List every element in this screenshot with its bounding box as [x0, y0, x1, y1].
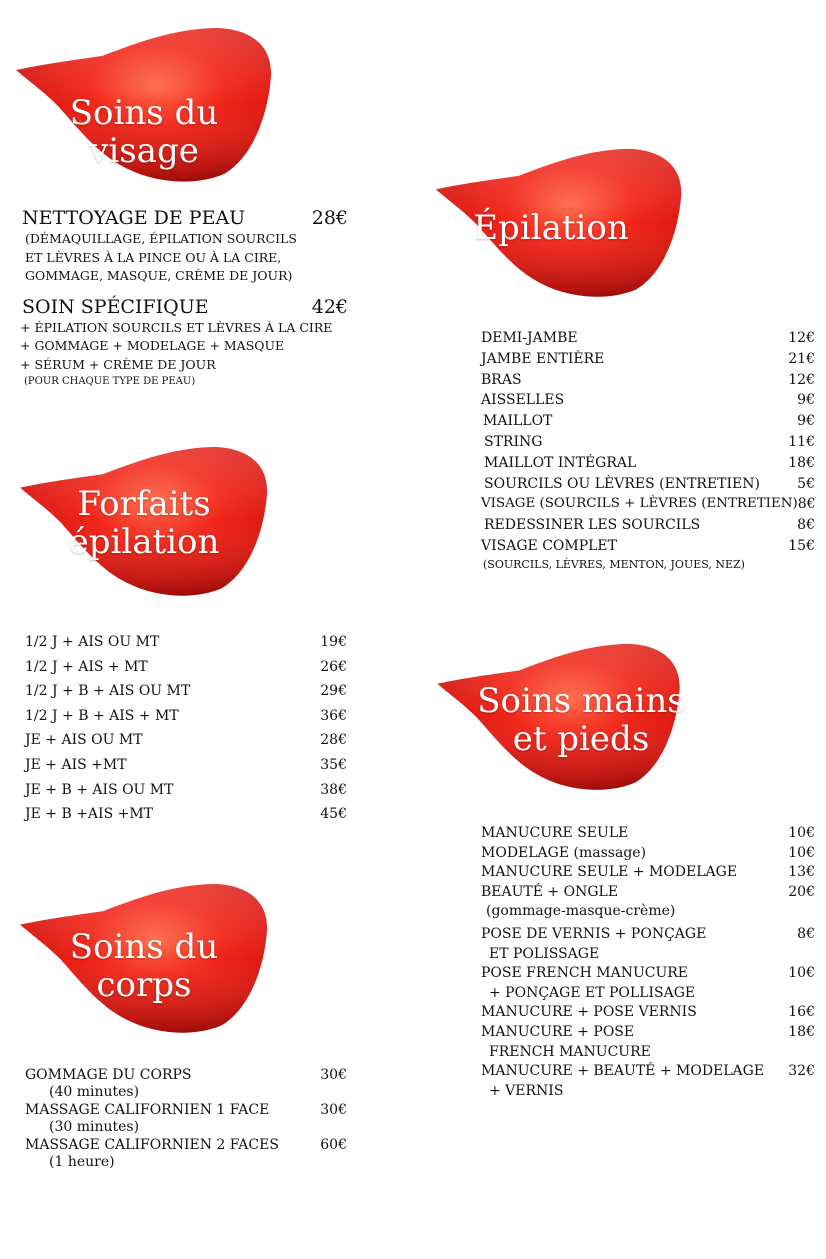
item-note: (POUR CHAQUE TYPE DE PEAU) — [24, 376, 196, 387]
item-price: 28€ — [311, 207, 348, 229]
epilation-list — [481, 328, 815, 573]
list-item — [481, 411, 815, 432]
list-item — [25, 802, 347, 827]
item-label: GOMMAGE DU CORPS — [25, 1067, 192, 1083]
list-item — [481, 1003, 815, 1023]
item-price: 8€ — [797, 925, 815, 942]
item-label: MANUCURE + POSE — [481, 1023, 635, 1040]
item-label: MAILLOT INTÉGRAL — [484, 454, 637, 471]
item-label: BRAS — [481, 371, 522, 388]
item-price: 8€ — [797, 496, 816, 513]
list-item — [481, 474, 815, 495]
item-note: (SOURCILS, LÈVRES, MENTON, JOUES, NEZ) — [483, 557, 745, 571]
item-sub: ET POLISSAGE — [489, 945, 600, 962]
list-item — [25, 630, 347, 655]
item-price: 42€ — [311, 295, 348, 318]
visage-list — [22, 206, 348, 390]
item-label: VISAGE COMPLET — [481, 537, 617, 554]
item-duration: (1 heure) — [49, 1154, 115, 1170]
item-label: JE + AIS OU MT — [25, 732, 143, 749]
item-price: 29€ — [320, 683, 347, 700]
section-title-visage — [12, 94, 276, 170]
item-details: GOMMAGE, MASQUE, CRÈME DE JOUR) — [25, 268, 293, 283]
item-price: 9€ — [797, 413, 815, 430]
item-price: 19€ — [320, 634, 347, 650]
list-item — [25, 1066, 347, 1084]
list-item — [481, 1062, 815, 1082]
section-title-line: Soins du — [69, 93, 219, 133]
item-price: 26€ — [320, 658, 347, 675]
item-price: 11€ — [788, 433, 815, 450]
item-price: 36€ — [320, 707, 347, 724]
item-label: SOURCILS OU LÈVRES (ENTRETIEN) — [484, 475, 760, 492]
item-sub: (gommage-masque-crème) — [486, 903, 676, 920]
item-label: MANUCURE SEULE — [481, 825, 629, 841]
section-title-mains — [450, 682, 712, 758]
item-label: STRING — [484, 433, 543, 450]
item-price: 12€ — [788, 371, 815, 388]
item-sub: FRENCH MANUCURE — [489, 1043, 651, 1060]
list-item — [25, 778, 347, 803]
section-header-visage — [12, 26, 276, 186]
list-item — [481, 925, 815, 945]
item-label: JE + B +AIS +MT — [25, 806, 154, 823]
item-label: MANUCURE SEULE + MODELAGE — [481, 864, 738, 881]
item-duration: (30 minutes) — [49, 1119, 140, 1135]
section-header-epilation — [428, 147, 690, 301]
section-title-line: visage — [89, 131, 199, 171]
item-details: + SÉRUM + CRÈME DE JOUR — [20, 356, 216, 372]
item-label: 1/2 J + AIS + MT — [25, 658, 148, 675]
item-label: 1/2 J + B + AIS + MT — [25, 707, 179, 724]
item-price: 16€ — [788, 1004, 815, 1021]
list-item — [25, 679, 347, 704]
list-item — [481, 494, 815, 515]
list-item — [481, 515, 815, 536]
list-item — [481, 349, 815, 370]
item-label: DEMI-JAMBE — [481, 330, 578, 346]
section-title-forfaits — [12, 485, 276, 561]
item-label: POSE DE VERNIS + PONÇAGE — [481, 925, 707, 942]
item-details: ET LÈVRES À LA PINCE OU À LA CIRE, — [25, 249, 282, 265]
item-label: BEAUTÉ + ONGLE — [481, 883, 619, 900]
section-title-line: et pieds — [512, 719, 650, 759]
item-price: 10€ — [788, 965, 815, 982]
item-price: 30€ — [320, 1102, 347, 1118]
section-title-epilation — [420, 209, 682, 247]
item-sub: + PONÇAGE ET POLLISAGE — [489, 984, 696, 1001]
item-label: 1/2 J + B + AIS OU MT — [25, 683, 191, 700]
item-label: REDESSINER LES SOURCILS — [484, 517, 701, 534]
item-duration: (40 minutes) — [49, 1084, 140, 1100]
list-item — [481, 328, 815, 349]
section-header-corps — [12, 882, 276, 1037]
item-price: 32€ — [788, 1063, 815, 1080]
section-title-line: Épilation — [473, 208, 629, 248]
list-item — [25, 704, 347, 729]
list-item — [481, 824, 815, 844]
item-label: POSE FRENCH MANUCURE — [481, 965, 689, 982]
list-item — [481, 453, 815, 474]
list-item — [25, 1136, 347, 1154]
item-price: 8€ — [797, 517, 815, 534]
item-label: MASSAGE CALIFORNIEN 1 FACE — [25, 1102, 270, 1118]
list-item — [22, 295, 348, 319]
list-item — [25, 753, 347, 778]
item-label: SOIN SPÉCIFIQUE — [22, 295, 209, 318]
item-label: MASSAGE CALIFORNIEN 2 FACES — [25, 1137, 279, 1153]
item-label: NETTOYAGE DE PEAU — [22, 207, 246, 229]
item-price: 5€ — [797, 475, 815, 492]
item-price: 12€ — [788, 330, 815, 346]
list-item — [481, 883, 815, 903]
corps-list — [25, 1066, 347, 1171]
item-label: JAMBE ENTIÈRE — [481, 350, 605, 367]
item-label: JE + AIS +MT — [25, 756, 127, 773]
list-item — [481, 964, 815, 984]
section-title-line: épilation — [68, 522, 220, 562]
item-details: + GOMMAGE + MODELAGE + MASQUE — [20, 338, 285, 353]
mains-list — [481, 824, 815, 1101]
list-item — [22, 206, 348, 230]
list-item — [481, 390, 815, 411]
item-price: 20€ — [788, 883, 815, 900]
item-price: 13€ — [788, 864, 815, 881]
item-label: 1/2 J + AIS OU MT — [25, 634, 160, 650]
section-title-line: Soins mains — [477, 681, 685, 721]
item-details: (DÉMAQUILLAGE, ÉPILATION SOURCILS — [25, 231, 297, 246]
item-price: 15€ — [788, 537, 815, 554]
item-price: 60€ — [320, 1137, 347, 1153]
list-item — [25, 728, 347, 753]
item-label: VISAGE (SOURCILS + LÈVRES (ENTRETIEN) — [481, 496, 798, 512]
list-item — [481, 432, 815, 453]
list-item — [481, 863, 815, 883]
item-price: 30€ — [320, 1067, 347, 1083]
list-item — [25, 655, 347, 680]
item-price: 38€ — [320, 781, 347, 798]
item-price: 45€ — [320, 806, 347, 823]
item-price: 35€ — [320, 756, 347, 773]
item-price: 10€ — [788, 825, 815, 841]
section-title-corps — [12, 928, 276, 1004]
item-label: AISSELLES — [481, 392, 565, 409]
section-title-line: Soins du — [69, 927, 219, 967]
item-label: MANUCURE + POSE VERNIS — [481, 1004, 697, 1021]
item-label: MODELAGE (massage) — [481, 844, 647, 861]
item-sub: + VERNIS — [489, 1082, 564, 1099]
forfaits-list — [25, 630, 347, 827]
item-label: JE + B + AIS OU MT — [25, 781, 174, 798]
list-item — [481, 1023, 815, 1043]
section-header-forfaits — [12, 445, 276, 600]
item-price: 10€ — [788, 844, 815, 861]
item-details: + ÉPILATION SOURCILS ET LÈVRES À LA CIRE — [20, 319, 333, 335]
list-item — [481, 536, 815, 557]
item-price: 9€ — [797, 392, 815, 409]
section-title-line: corps — [96, 965, 192, 1005]
item-price: 28€ — [320, 732, 347, 749]
section-title-line: Forfaits — [77, 484, 211, 524]
list-item — [481, 370, 815, 391]
list-item — [481, 844, 815, 864]
item-price: 21€ — [788, 350, 815, 367]
list-item — [25, 1101, 347, 1119]
section-header-mains — [428, 642, 690, 794]
item-label: MAILLOT — [483, 413, 553, 430]
item-price: 18€ — [788, 454, 815, 471]
item-label: MANUCURE + BEAUTÉ + MODELAGE — [481, 1063, 765, 1080]
item-price: 18€ — [788, 1023, 815, 1040]
